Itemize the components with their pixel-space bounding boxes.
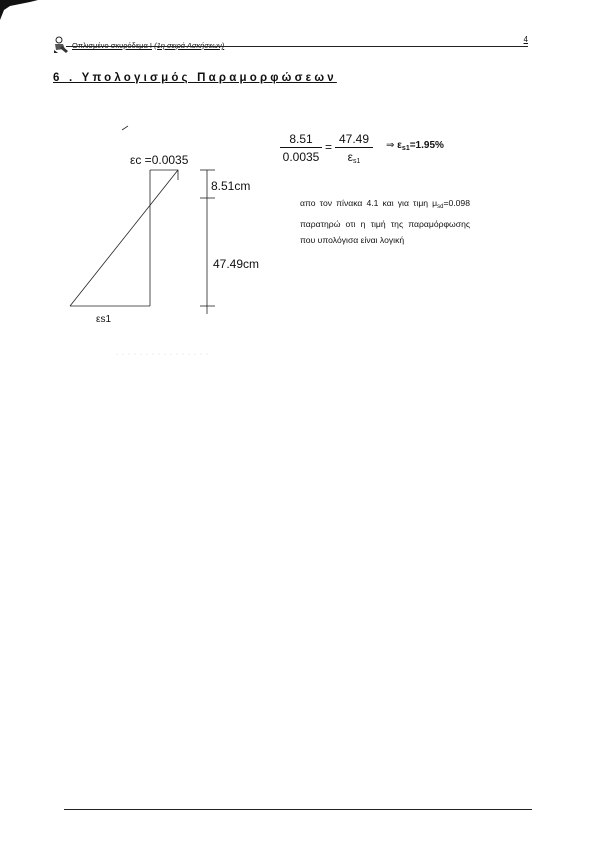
paragraph-subscript: sd	[437, 204, 444, 210]
epsilon-symbol: ε	[347, 150, 353, 164]
implies-arrow: ⇒	[386, 140, 395, 151]
header-rule	[66, 46, 528, 47]
bottom-depth-label: 47.49cm	[213, 257, 260, 271]
fraction-left-denominator: 0.0035	[282, 150, 320, 164]
header-series-label: (1η σειρά Ασκήσεων)	[154, 41, 225, 50]
section-title: 6 . Υπολογισμός Παραμορφώσεων	[53, 72, 337, 84]
fraction-left	[280, 132, 322, 164]
strain-diagram	[60, 120, 260, 360]
footer-rule	[64, 809, 532, 810]
paragraph-text-1: απο τον πίνακα 4.1 και για τιμη μ	[300, 198, 438, 208]
page-header	[52, 36, 528, 56]
equation-result	[386, 140, 444, 152]
result-epsilon: ε	[397, 140, 402, 151]
fraction-right-denominator	[335, 148, 373, 165]
equals-sign: =	[325, 140, 333, 154]
stray-mark	[122, 126, 128, 130]
fraction-left-numerator: 8.51	[280, 132, 322, 148]
page-number: 4	[523, 35, 528, 44]
fraction-right	[335, 132, 373, 165]
header-course-title: Οπλισμένο σκυρόδεμα Ι	[72, 41, 152, 50]
top-strain-label: εc =0.0035	[130, 153, 189, 167]
fraction-right-numerator: 47.49	[335, 132, 373, 148]
paragraph-text-2: =0.098 παρατηρώ οτι η τιμή της παραμόρφωσης που υπολόγισα είναι λογική	[300, 198, 470, 246]
strain-distribution-line	[70, 170, 178, 306]
explanation-paragraph	[300, 195, 470, 249]
engineer-logo-icon	[52, 36, 70, 54]
epsilon-subscript: s1	[352, 158, 361, 165]
result-value: =1.95%	[409, 140, 444, 151]
scan-corner-mark	[0, 0, 40, 22]
result-subscript: s1	[401, 145, 410, 152]
top-depth-label: 8.51cm	[211, 179, 251, 193]
bottom-strain-label: εs1	[96, 314, 112, 325]
strain-equation	[280, 132, 500, 172]
